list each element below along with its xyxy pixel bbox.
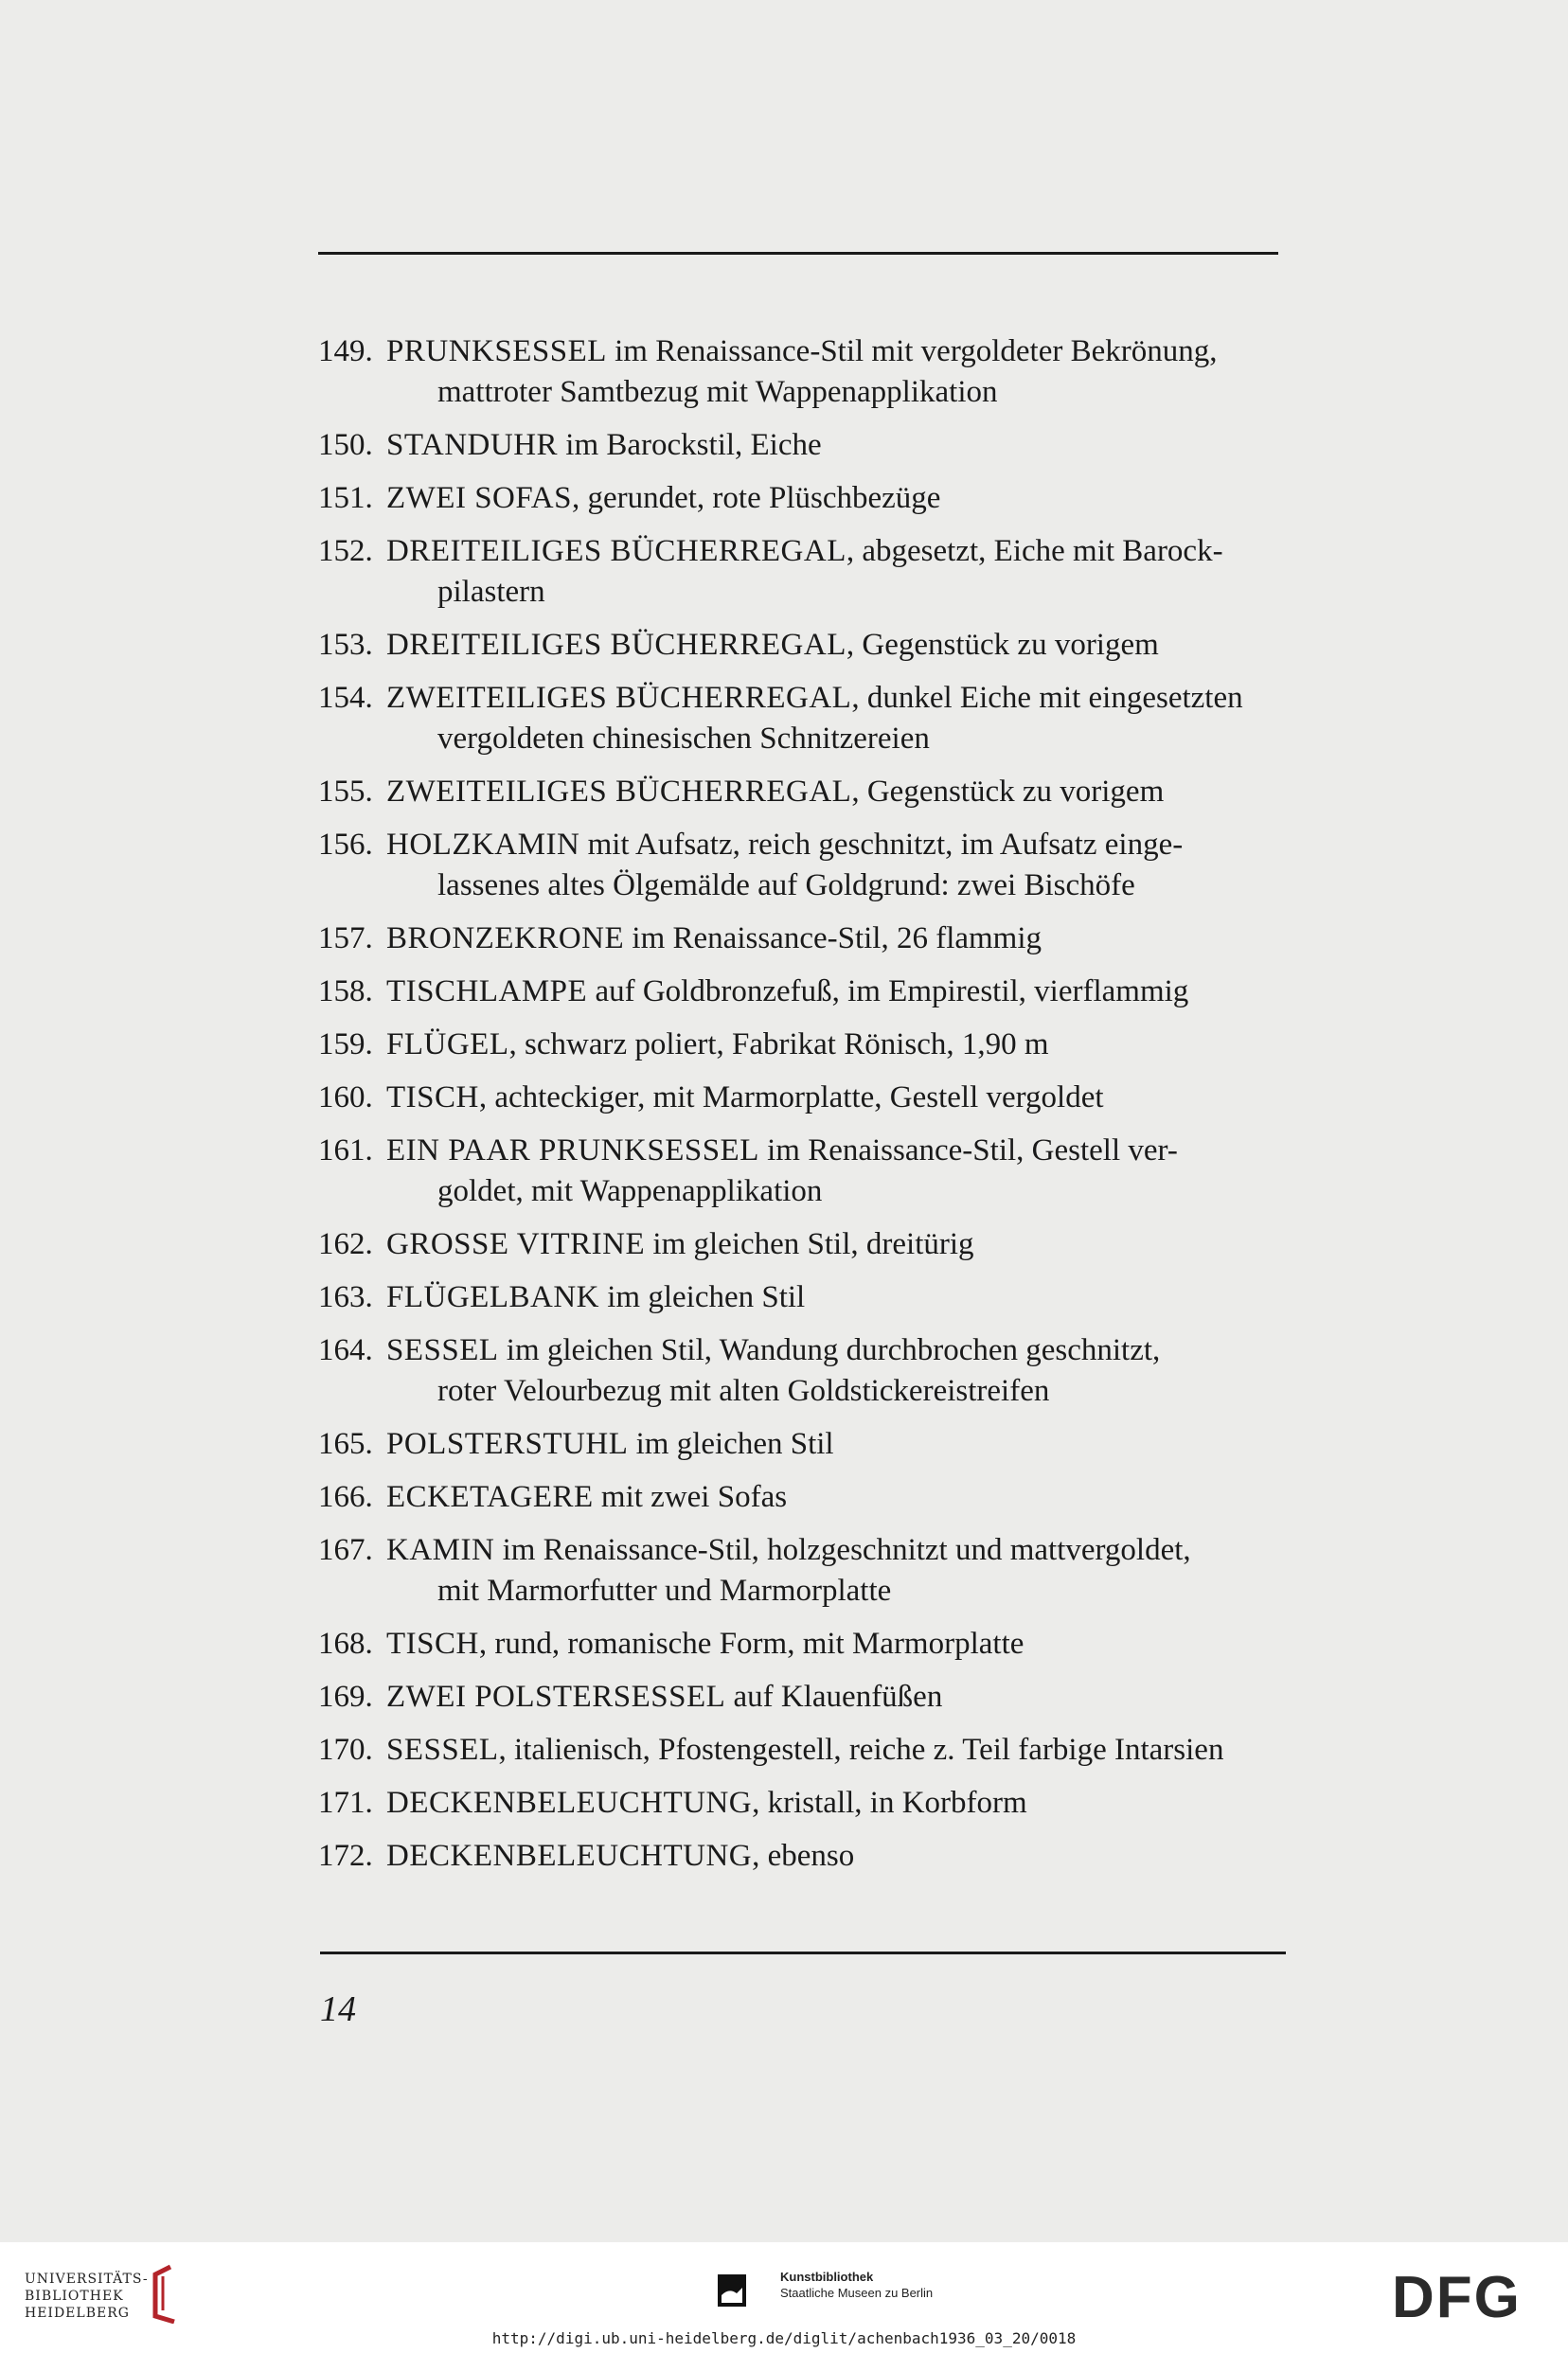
entry-description: im gleichen Stil (628, 1427, 834, 1461)
entry-title: ZWEI SOFAS (386, 481, 572, 515)
entry-number: 157. (318, 921, 373, 955)
entry-title: ECKETAGERE (386, 1480, 594, 1514)
dfg-logo[interactable]: DFG (1392, 2265, 1522, 2330)
entry-description: im Renaissance-Stil, Gestell ver- (758, 1133, 1178, 1168)
top-rule (318, 252, 1278, 255)
kb-line2: Staatliche Museen zu Berlin (780, 2286, 934, 2300)
catalog-entry (318, 1424, 1290, 1465)
entry-description: , abgesetzt, Eiche mit Barock- (846, 534, 1223, 568)
entry-description: auf Goldbronzefuß, im Empirestil, vierflammig (587, 974, 1189, 1008)
catalog-list (318, 331, 1290, 1889)
entry-number: 154. (318, 681, 373, 715)
entry-description: im gleichen Stil, dreitürig (645, 1227, 974, 1261)
catalog-entry (318, 331, 1290, 413)
entry-description: , gerundet, rote Plüschbezüge (571, 481, 941, 515)
entry-continuation: mattroter Samtbezug mit Wappenapplikation (437, 375, 998, 409)
catalog-entry (318, 478, 1290, 519)
entry-number: 171. (318, 1786, 373, 1820)
bottom-rule (320, 1952, 1286, 1954)
catalog-entry (318, 1078, 1290, 1118)
entry-description: im gleichen Stil (599, 1280, 806, 1314)
entry-description: im Renaissance-Stil, 26 flammig (624, 921, 1042, 955)
entry-title: SESSEL (386, 1733, 499, 1767)
catalog-entry (318, 1224, 1290, 1265)
entry-description: , achteckiger, mit Marmorplatte, Gestell vergoldet (478, 1080, 1104, 1114)
entry-continuation: pilastern (437, 575, 545, 609)
entry-description: im Renaissance-Stil mit vergoldeter Bekrönung, (606, 334, 1218, 368)
entry-description: , rund, romanische Form, mit Marmorplatte (478, 1627, 1025, 1661)
entry-continuation: goldet, mit Wappenapplikation (437, 1174, 823, 1208)
entry-description: , Gegenstück zu vorigem (851, 775, 1165, 809)
entry-description: , schwarz poliert, Fabrikat Rönisch, 1,90 m (508, 1027, 1049, 1061)
entry-number: 158. (318, 974, 373, 1008)
entry-title: TISCHLAMPE (386, 974, 588, 1008)
entry-title: GROSSE VITRINE (386, 1227, 646, 1261)
entry-description: im Barockstil, Eiche (558, 428, 822, 462)
entry-continuation: vergoldeten chinesischen Schnitzereien (437, 722, 930, 756)
entry-title: BRONZEKRONE (386, 921, 625, 955)
entry-number: 170. (318, 1733, 373, 1767)
catalog-entry (318, 1836, 1290, 1877)
catalog-entry (318, 1330, 1290, 1412)
entry-number: 160. (318, 1080, 373, 1114)
entry-description: , italienisch, Pfostengestell, reiche z. Teil farbige Intarsien (498, 1733, 1224, 1767)
catalog-entry (318, 625, 1290, 666)
entry-number: 161. (318, 1133, 373, 1168)
catalog-entry (318, 1477, 1290, 1518)
catalog-entry (318, 972, 1290, 1012)
digitization-footer (0, 2242, 1568, 2353)
kunstbibliothek-text (780, 2269, 933, 2301)
entry-title: ZWEITEILIGES BÜCHERREGAL (386, 681, 852, 715)
entry-number: 150. (318, 428, 373, 462)
entry-continuation: mit Marmorfutter und Marmorplatte (437, 1574, 892, 1608)
catalog-entry (318, 1677, 1290, 1718)
entry-title: FLÜGEL (386, 1027, 509, 1061)
entry-number: 153. (318, 628, 373, 662)
page-number: 14 (320, 1989, 356, 2029)
entry-title: TISCH (386, 1080, 479, 1114)
ub-heidelberg-mark-icon (142, 2263, 184, 2324)
catalog-entry (318, 1277, 1290, 1318)
catalog-entry (318, 1025, 1290, 1065)
catalog-entry (318, 1131, 1290, 1212)
kb-line1: Kunstbibliothek (780, 2270, 874, 2284)
catalog-entry (318, 772, 1290, 812)
entry-title: SESSEL (386, 1333, 499, 1367)
entry-title: PRUNKSESSEL (386, 334, 607, 368)
entry-number: 152. (318, 534, 373, 568)
entry-title: STANDUHR (386, 428, 559, 462)
catalog-entry (318, 531, 1290, 613)
catalog-entry (318, 1530, 1290, 1612)
entry-number: 163. (318, 1280, 373, 1314)
kunstbibliothek-logo-icon[interactable] (718, 2274, 746, 2307)
catalog-entry (318, 918, 1290, 959)
entry-title: FLÜGELBANK (386, 1280, 599, 1314)
entry-description: , ebenso (752, 1839, 855, 1873)
entry-number: 156. (318, 828, 373, 862)
entry-description: im Renaissance-Stil, holzgeschnitzt und mattvergoldet, (494, 1533, 1191, 1567)
catalog-entry (318, 1783, 1290, 1824)
ub-heidelberg-logo[interactable] (25, 2271, 149, 2322)
entry-title: DREITEILIGES BÜCHERREGAL (386, 628, 846, 662)
entry-number: 159. (318, 1027, 373, 1061)
catalog-entry (318, 678, 1290, 759)
entry-number: 167. (318, 1533, 373, 1567)
entry-number: 165. (318, 1427, 373, 1461)
catalog-entry (318, 425, 1290, 466)
ub-logo-line2: BIBLIOTHEK (25, 2289, 124, 2304)
catalog-entry (318, 825, 1290, 906)
permalink-url[interactable]: http://digi.ub.uni-heidelberg.de/diglit/achenbach1936_03_20/0018 (491, 2329, 1077, 2347)
entry-number: 151. (318, 481, 373, 515)
entry-number: 168. (318, 1627, 373, 1661)
entry-number: 164. (318, 1333, 373, 1367)
entry-number: 149. (318, 334, 373, 368)
entry-number: 172. (318, 1839, 373, 1873)
entry-continuation: roter Velourbezug mit alten Goldstickereistreifen (437, 1374, 1050, 1408)
entry-number: 169. (318, 1680, 373, 1714)
entry-description: , kristall, in Korbform (752, 1786, 1027, 1820)
entry-number: 162. (318, 1227, 373, 1261)
entry-title: EIN PAAR PRUNKSESSEL (386, 1133, 759, 1168)
entry-description: , dunkel Eiche mit eingesetzten (851, 681, 1243, 715)
entry-title: DECKENBELEUCHTUNG (386, 1839, 753, 1873)
entry-title: ZWEITEILIGES BÜCHERREGAL (386, 775, 852, 809)
catalog-entry (318, 1730, 1290, 1771)
entry-title: ZWEI POLSTERSESSEL (386, 1680, 726, 1714)
catalog-entry (318, 1624, 1290, 1665)
entry-number: 155. (318, 775, 373, 809)
entry-title: KAMIN (386, 1533, 495, 1567)
ub-logo-line1: UNIVERSITÄTS- (25, 2272, 149, 2287)
entry-title: POLSTERSTUHL (386, 1427, 629, 1461)
entry-title: DREITEILIGES BÜCHERREGAL (386, 534, 846, 568)
entry-description: , Gegenstück zu vorigem (846, 628, 1159, 662)
entry-description: auf Klauenfüßen (725, 1680, 943, 1714)
entry-number: 166. (318, 1480, 373, 1514)
entry-description: mit Aufsatz, reich geschnitzt, im Aufsatz einge- (579, 828, 1184, 862)
entry-description: im gleichen Stil, Wandung durchbrochen geschnitzt, (498, 1333, 1161, 1367)
entry-description: mit zwei Sofas (593, 1480, 788, 1514)
entry-title: DECKENBELEUCHTUNG (386, 1786, 753, 1820)
entry-title: TISCH (386, 1627, 479, 1661)
entry-continuation: lassenes altes Ölgemälde auf Goldgrund: zwei Bischöfe (437, 868, 1135, 902)
entry-title: HOLZKAMIN (386, 828, 580, 862)
ub-logo-line3: HEIDELBERG (25, 2306, 130, 2321)
